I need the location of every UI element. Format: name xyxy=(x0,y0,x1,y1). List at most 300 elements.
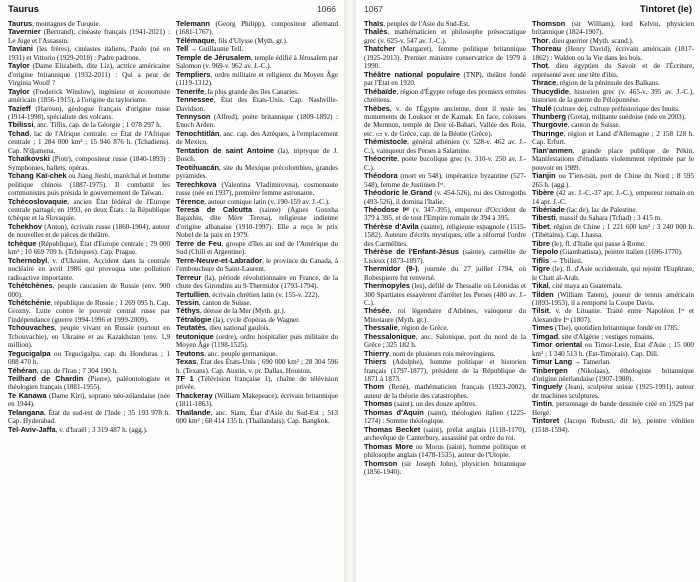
right-running-headword: Tintoret (le) xyxy=(639,4,692,15)
dictionary-entry xyxy=(364,265,526,282)
entry-definition: ou T'ien-tsin, port de Chine du Nord ; 8 595 265 h. (agg.). xyxy=(532,172,694,189)
entry-definition: , le province du Canada, à l'embouchure du Saint-Laurent. xyxy=(176,256,338,274)
entry-headword: Tenochtitlán xyxy=(176,128,220,138)
dictionary-entry xyxy=(532,88,694,105)
dictionary-entry xyxy=(8,223,170,240)
entry-headword: Thackeray xyxy=(176,390,213,400)
entry-definition: , cap. de l'Iran ; 7 304 190 h. xyxy=(36,366,118,375)
entry-headword: Tibère xyxy=(532,188,555,198)
entry-headword: Teilhard de Chardin xyxy=(8,374,84,384)
entry-definition: (la), triptyque de J. Bosch. xyxy=(176,146,338,164)
entry-definition: (saint), prélat anglais (1118-1170), archevêque de Canterbury, assassiné par ordre du roi. xyxy=(364,425,526,443)
entry-headword: Temple de Jérusalem xyxy=(176,52,251,62)
entry-headword: Tegucigalpa xyxy=(8,348,51,358)
entry-definition: (la), période révolutionnaire en France, de la chute des Girondins au 9-Thermidor (1793-1794). xyxy=(176,273,338,291)
entry-headword: Tessin xyxy=(176,297,199,307)
entry-headword: Thessalonique xyxy=(364,331,416,341)
dictionary-entry xyxy=(8,257,170,282)
entry-headword: Thuringe xyxy=(532,128,564,138)
entry-headword: tchèque xyxy=(8,238,37,248)
dictionary-entry xyxy=(8,299,170,324)
dictionary-entry xyxy=(364,45,526,70)
dictionary-entry xyxy=(8,88,170,105)
entry-headword: Te Kanawa xyxy=(8,390,47,400)
dictionary-entry xyxy=(532,417,694,434)
entry-headword: Thulé xyxy=(532,103,552,113)
entry-headword: Téthys xyxy=(176,306,200,316)
dictionary-entry xyxy=(176,96,338,113)
entry-headword: Théodoric le Grand xyxy=(364,188,433,198)
entry-definition: (Adolphe), homme politique et historien français (1797-1877), président de la République de 1871 à 1873. xyxy=(364,358,526,384)
entry-headword: Templiers xyxy=(176,69,211,79)
entry-definition: (Piotr), compositeur russe (1840-1893) : Symphonies, ballets, opéras. xyxy=(8,155,170,172)
dictionary-entry xyxy=(364,88,526,105)
entry-definition: (ordre), ordre hospitalier puis militaire du Moyen Âge (1198-1525). xyxy=(176,332,338,350)
entry-definition: , État des États-Unis. Cap. Nashville-Davidson. xyxy=(176,96,338,113)
entry-headword: Terre de Feu xyxy=(176,238,222,248)
entry-definition: (sainte), religieuse espagnole (1515-1582). Auteure d'écrits mystiques, elle a réformé l'ordre des Carmélites. xyxy=(364,222,526,248)
dictionary-entry xyxy=(364,307,526,324)
entry-headword: Tinguely xyxy=(532,382,563,392)
entry-headword: Teutons xyxy=(176,348,205,358)
dictionary-entry xyxy=(176,206,338,240)
left-page-header xyxy=(8,4,336,18)
left-column-2 xyxy=(176,20,338,582)
dictionary-entry xyxy=(364,248,526,265)
entry-headword: Tentation de saint Antoine xyxy=(176,145,275,155)
entry-definition: (le), fl. d'Asie occidentale, qui rejoint l'Euphrate, le Chatt al-Arab. xyxy=(532,265,694,282)
dictionary-entry xyxy=(532,257,694,265)
entry-definition: , historien grec (v. 465-v. 395 av. J.-C.), historien de la guerre du Péloponnèse. xyxy=(532,87,694,105)
dictionary-entry xyxy=(364,358,526,383)
entry-headword: Tibre xyxy=(532,238,550,248)
right-page-columns xyxy=(364,20,694,582)
entry-headword: Tilsit xyxy=(532,306,550,316)
entry-headword: Tibet xyxy=(532,221,550,231)
entry-headword: Thémistocle xyxy=(364,137,408,147)
entry-definition: → Tamerlan. xyxy=(572,358,612,367)
right-column-1 xyxy=(364,20,526,582)
right-page-number: 1067 xyxy=(364,4,383,14)
entry-definition: , peuple caucasien de Russie (env. 900 000). xyxy=(8,282,170,299)
entry-definition: , écrivain chrétien latin (v. 155-v. 222). xyxy=(208,290,320,299)
dictionary-entry xyxy=(364,350,526,358)
dictionary-entry xyxy=(532,383,694,400)
entry-headword: Telangana xyxy=(8,407,45,417)
entry-definition: , roi légendaire d'Athènes, vainqueur du Minotaure (Myth. gr.). xyxy=(364,307,526,324)
entry-definition: (Nikolaas), éthologiste britannique d'origine néerlandaise (1907-1988). xyxy=(532,366,694,384)
entry-headword: Thurgovie xyxy=(532,120,568,130)
entry-definition: , ordre militaire et religieux du Moyen Âge (1119-1312). xyxy=(176,70,338,88)
entry-definition: , cité maya au Guatemala. xyxy=(548,282,623,291)
right-page xyxy=(356,0,700,582)
dictionary-entry xyxy=(532,291,694,308)
entry-headword: Thaïs xyxy=(364,20,384,28)
entry-headword: Tibériade xyxy=(532,204,565,214)
entry-headword: Telemann xyxy=(176,20,210,28)
entry-definition: , région d'Égypte refuge des premiers ermites chrétiens. xyxy=(364,87,526,105)
dictionary-entry xyxy=(8,426,170,434)
entry-definition: (William Makepeace), écrivain britannique (1811-1863). xyxy=(176,391,338,409)
dictionary-entry xyxy=(532,214,694,222)
entry-definition: (v. 454-526), roi des Ostrogoths (493-526), il domina l'Italie. xyxy=(364,189,526,206)
entry-headword: Tchad xyxy=(8,128,30,138)
entry-definition: → Guillaume Tell. xyxy=(188,45,244,54)
dictionary-entry xyxy=(532,248,694,256)
entry-headword: Terre-Neuve-et-Labrador xyxy=(176,255,263,265)
entry-headword: Théocrite xyxy=(364,154,398,164)
entry-headword: Thom xyxy=(364,382,385,392)
entry-headword: Timur Lang xyxy=(532,357,573,367)
entry-headword: Tertullien xyxy=(176,289,209,299)
entry-headword: Tenerife xyxy=(176,86,205,96)
dictionary-entry xyxy=(364,383,526,400)
dictionary-entry xyxy=(364,138,526,155)
entry-headword: Tianjin xyxy=(532,171,556,181)
dictionary-entry xyxy=(364,155,526,172)
dictionary-entry xyxy=(532,130,694,147)
entry-definition: , site du Mexique précolombien, grandes pyramides. xyxy=(176,163,338,181)
dictionary-entry xyxy=(364,426,526,443)
entry-definition: , montagnes de Turquie. xyxy=(32,20,101,28)
dictionary-entry xyxy=(176,409,338,426)
entry-headword: Thiers xyxy=(364,357,387,367)
entry-definition: (Giambattista), peintre italien (1696-1770). xyxy=(558,248,683,257)
dictionary-entry xyxy=(364,460,526,477)
entry-definition: , peuples de l'Asie du Sud-Est. xyxy=(383,20,470,28)
entry-headword: Tintin xyxy=(532,399,552,409)
entry-headword: Thalès xyxy=(364,27,388,37)
entry-definition: , anc. Salonique, port du nord de la Grèce ; 325 182 h. xyxy=(364,332,526,350)
entry-headword: Teotihuacán xyxy=(176,162,219,172)
entry-definition: , v. d'Israël ; 3 319 487 h. (agg.). xyxy=(55,425,148,434)
entry-headword: Thucydide xyxy=(532,86,569,96)
dictionary-entry xyxy=(532,20,694,37)
entry-headword: Théâtre national populaire xyxy=(364,69,460,79)
entry-headword: Téhéran xyxy=(8,365,37,375)
dictionary-entry xyxy=(176,392,338,409)
dictionary-entry xyxy=(8,198,170,223)
entry-definition: (saint), un des douze apôtres. xyxy=(392,400,477,409)
dictionary-entry xyxy=(8,105,170,122)
entry-definition: , dieu égyptien du Savoir et de l'Écriture, représenté avec une tête d'ibis. xyxy=(532,62,694,79)
entry-headword: Taylor xyxy=(8,86,30,96)
entry-headword: Thésée xyxy=(364,306,390,316)
dictionary-entry xyxy=(532,189,694,206)
entry-headword: Thomson xyxy=(532,20,566,28)
entry-headword: Taylor xyxy=(8,61,30,71)
entry-definition: (mort en 548), impératrice byzantine (527-548), femme de Justinien Iᵉʳ. xyxy=(364,172,526,189)
dictionary-entry xyxy=(532,147,694,172)
entry-definition: , massif du Sahara (Tchad) ; 3 415 m. xyxy=(555,214,662,223)
entry-definition: (Anton), écrivain russe (1860-1904), auteur de nouvelles et de pièces de théâtre. xyxy=(8,222,170,240)
entry-headword: Thatcher xyxy=(364,44,396,54)
entry-definition: (Télévision française 1), chaîne de télévision privée. xyxy=(176,375,338,392)
entry-definition: (Alfred), poète britannique (1809-1892) : Enoch Arden. xyxy=(176,112,338,130)
dictionary-entry xyxy=(176,164,338,181)
dictionary-entry xyxy=(532,307,694,324)
left-page-columns xyxy=(8,20,338,582)
entry-definition: , la plus grande des îles Canaries. xyxy=(204,87,299,96)
entry-headword: Théodora xyxy=(364,171,398,181)
entry-definition: , canton de Suisse. xyxy=(198,298,252,307)
entry-definition: (Margaret), femme politique britannique (1925-2013). Premier ministre conservatrice de 1979 à 1990. xyxy=(364,45,526,71)
entry-definition: , poète bucolique grec (v. 310-v. 250 av. J.-C.). xyxy=(364,155,526,172)
dictionary-entry xyxy=(8,121,170,129)
entry-headword: Tennessee xyxy=(176,95,214,105)
dictionary-entry xyxy=(8,172,170,197)
dictionary-entry xyxy=(8,409,170,426)
dictionary-entry xyxy=(176,20,338,37)
entry-definition: , v. de Lituanie. Traité entre Napoléon Iᵉʳ et Alexandre Iᵉʳ (1807). xyxy=(532,307,694,324)
entry-headword: Tilden xyxy=(532,289,554,299)
entry-headword: Tel-Aviv-Jaffa xyxy=(8,424,56,434)
entry-headword: Thérèse d'Avila xyxy=(364,221,419,231)
entry-definition: ou Timor-Leste, État d'Asie ; 15 000 km² ; 1 340 513 h. (Est-Timorais). Cap. Dili. xyxy=(532,341,694,358)
left-page xyxy=(0,0,344,582)
entry-headword: Tchétchènes xyxy=(8,281,53,291)
book-gutter xyxy=(344,0,356,582)
entry-definition: (sainte) (Agnes Gonxha Bajaxhiu, dite Mère Teresa), religieuse indienne d'origine albanaise (1910-1997). Elle a reçu le prix Nobel de la paix en 1979. xyxy=(176,205,338,240)
entry-headword: Tchekhov xyxy=(8,221,42,231)
entry-headword: Tikal xyxy=(532,281,549,291)
entry-definition: ou Morus (saint), homme politique et philosophe anglais (1478-1535), auteur de l'Utopie. xyxy=(364,442,526,460)
entry-definition: , v. de l'Égypte ancienne, dont il reste les monuments de Louksor et de Karnak. En face, colosses de Memnon, temple de Deir el-Bahari, Vallée des Rois, etc. ▭ v. de Grèce, cap. de la Béotie (Grèce). xyxy=(364,104,526,138)
entry-definition: , région de Grèce. xyxy=(397,324,449,333)
entry-headword: Teutatès xyxy=(176,323,206,333)
entry-headword: teutonique xyxy=(176,331,214,341)
entry-definition: (v. 347-395), empereur d'Occident de 379 à 395, et de tout l'Empire romain de 394 à 395. xyxy=(364,205,526,223)
dictionary-entry xyxy=(364,105,526,139)
entry-headword: Tavernier xyxy=(8,27,41,37)
entry-definition: , groupe d'îles au sud de l'Amérique du Sud (Chili et Argentine). xyxy=(176,239,338,257)
dictionary-entry xyxy=(176,375,338,392)
entry-definition: , grande place publique de Pékin. Manifestations d'étudiants violemment réprimée par le pouvoir en 1989. xyxy=(532,146,694,172)
entry-definition: (42 av. J.-C.-37 apr. J.-C.), empereur romain en 14 apr. J.-C. xyxy=(532,189,694,206)
entry-definition: , auteur comique latin (v. 190-159 av. J.-C.). xyxy=(204,197,330,206)
entry-headword: Timgad xyxy=(532,331,559,341)
entry-definition: (Greta), militante suédoise (née en 2003). xyxy=(566,112,686,121)
entry-definition: (saint), théologien italien (1225-1274) : Somme théologique. xyxy=(364,408,526,426)
entry-definition: (la), cycle d'opéras de Wagner. xyxy=(211,315,300,324)
entry-headword: Tian'anmen xyxy=(532,145,573,155)
dictionary-entry xyxy=(8,28,170,45)
dictionary-entry xyxy=(176,274,338,291)
entry-definition: ou Tegucigalpa, cap. du Honduras ; 1 088 470 h. xyxy=(8,349,170,367)
left-page-number: 1066 xyxy=(317,4,336,14)
entry-definition: , fils d'Ulysse (Myth. gr.). xyxy=(214,36,288,45)
entry-headword: Tiflis xyxy=(532,255,550,265)
entry-headword: Tell xyxy=(176,44,189,54)
dictionary-entry xyxy=(176,71,338,88)
entry-definition: , v. d'Ukraine. Accident dans la centrale nucléaire en avril 1986 qui provoqua une pollution radioactive importante. xyxy=(8,256,170,282)
entry-definition: , canton de Suisse. xyxy=(567,121,621,130)
entry-definition: (Dame Kiri), soprano néo-zélandaise (née en 1944). xyxy=(8,391,170,409)
entry-definition: , région de Chine ; 1 221 600 km² ; 3 240 000 h. (Tibétains). Cap. Lhassa. xyxy=(532,222,694,240)
entry-headword: Tazieff xyxy=(8,103,31,113)
dictionary-entry xyxy=(176,54,338,71)
entry-definition: (Jacopo Robusti, dit le), peintre vénitien (1518-1594). xyxy=(532,417,694,434)
entry-headword: Tintoret xyxy=(532,416,560,426)
left-running-headword: Taurus xyxy=(8,4,39,15)
entry-headword: Thomas More xyxy=(364,441,413,451)
entry-definition: (William Tatem), joueur de tennis américain (1893-1953), il a remporté la Coupe Davis. xyxy=(532,290,694,307)
entry-definition: , État du sud-est de l'Inde ; 35 193 978 h. Cap. Hyderabad. xyxy=(8,408,170,426)
dictionary-entry xyxy=(176,147,338,164)
entry-definition: (Pierre), paléontologiste et théologien français (1881-1955). xyxy=(8,375,170,392)
entry-headword: Tétralogie xyxy=(176,314,212,324)
entry-definition: , république de Russie ; 1 269 095 h. Cap. Grozny. Lutte contre le pouvoir central russe par l'indépendance (guerre 1994-1996 et 1999-2009). xyxy=(8,298,170,324)
entry-definition: (Frederick Winslow), ingénieur et économiste américain (1856-1915), à l'origine du taylorisme. xyxy=(8,87,170,105)
entry-definition: , peuple vivant en Russie (surtout en Tchouvachie), en Ukraine et au Kazakhstan (env. 1,9 million). xyxy=(8,324,170,350)
dictionary-entry xyxy=(176,358,338,375)
entry-headword: Thomas xyxy=(364,399,393,409)
entry-headword: Tchernobyl xyxy=(8,255,48,265)
entry-definition: (Henry David), écrivain américain (1817-1862) : Walden ou la Vie dans les bois. xyxy=(532,45,694,62)
entry-definition: , personnage de bande dessinée créé en 1929 par Hergé. xyxy=(532,400,694,417)
right-column-2 xyxy=(532,20,694,582)
entry-headword: Tchang Kaï-chek xyxy=(8,171,67,181)
entry-definition: (Bertrand), cinéaste français (1941-2021) : Le Juge et l'Assassin. xyxy=(8,28,170,45)
dictionary-entry xyxy=(364,189,526,206)
entry-definition: , région et Land d'Allemagne ; 2 158 128 h. Cap. Erfurt. xyxy=(532,129,694,147)
dictionary-entry xyxy=(364,206,526,223)
dictionary-entry xyxy=(532,400,694,417)
left-column-1 xyxy=(8,20,170,582)
entry-definition: , lac de l'Afrique centrale. ▭ État de l'Afrique centrale ; 1 284 000 km² ; 15 946 876 h. (Tchadiens). Cap. N'djamena. xyxy=(8,129,170,155)
dictionary-entry xyxy=(532,282,694,290)
entry-headword: Thébaïde xyxy=(364,86,397,96)
entry-definition: , temple édifié à Jérusalem par Salomon (v. 969-v. 962 av. J.-C.). xyxy=(176,53,338,71)
entry-definition: , anc. Tiflis, cap. de la Géorgie ; 1 078 297 h. xyxy=(33,121,162,130)
dictionary-entry xyxy=(532,62,694,79)
entry-headword: Thessalie xyxy=(364,323,398,333)
entry-headword: Thérèse de l'Enfant-Jésus xyxy=(364,247,459,257)
entry-definition: (culture de), culture préhistorique des Inuits. xyxy=(551,104,680,113)
dictionary-entry xyxy=(8,324,170,349)
entry-headword: Thoreau xyxy=(532,44,562,54)
entry-definition: (République), État d'Europe centrale ; 79 000 km² ; 10 669 709 h. (Tchèques). Cap. Prague. xyxy=(8,239,170,257)
entry-definition: ou Jiang Jieshi, maréchal et homme politique chinois (1887-1975). Il combattit les communistes puis présida le gouvernement de Taïwan. xyxy=(8,172,170,198)
entry-headword: Thèbes xyxy=(364,103,390,113)
entry-definition: , site d'Algérie ; vestiges romains. xyxy=(558,332,655,341)
entry-headword: Teresa de Calcutta xyxy=(176,204,253,214)
entry-headword: Thunberg xyxy=(532,111,567,121)
entry-definition: , anc. Siam, État d'Asie du Sud-Est ; 513 000 km² ; 68 414 135 h. (Thaïlandais). Cap. Bangkok. xyxy=(176,408,338,426)
entry-headword: Tchouvaches xyxy=(8,323,55,333)
dictionary-entry xyxy=(364,443,526,460)
entry-headword: Terreur xyxy=(176,272,202,282)
entry-definition: , État des États-Unis ; 690 000 km² ; 28 304 596 h. (Texans). Cap. Austin, v. pr. Dallas, Houston. xyxy=(176,358,338,375)
entry-headword: Thermidor (9-) xyxy=(364,264,418,274)
right-page-header xyxy=(364,4,692,18)
dictionary-entry xyxy=(532,45,694,62)
entry-definition: (Haroun), géologue français d'origine russe (1914-1998), spécialiste des volcans. xyxy=(8,104,170,121)
entry-headword: Thierry xyxy=(364,348,390,358)
dictionary-entry xyxy=(364,333,526,350)
dictionary-entry xyxy=(8,240,170,257)
entry-headword: Thomas Becket xyxy=(364,424,421,434)
entry-headword: Tibesti xyxy=(532,213,556,223)
dictionary-entry xyxy=(8,62,170,87)
entry-headword: Théodose Iᵉʳ xyxy=(364,204,410,214)
dictionary-entry xyxy=(176,181,338,198)
entry-headword: Texas xyxy=(176,357,197,367)
entry-definition: , anc. peuple germanique. xyxy=(204,349,278,358)
entry-definition: (Georg Philipp), compositeur allemand (1681-1767). xyxy=(176,20,338,37)
entry-definition: → Tbilissi. xyxy=(549,256,583,265)
entry-definition: , dieu guerrier (Myth. scand.). xyxy=(548,36,634,45)
entry-definition: (René), mathématicien français (1923-2002), auteur de la théorie des catastrophes. xyxy=(364,383,526,400)
entry-definition: , déesse de la Mer (Myth. gr.). xyxy=(199,307,286,316)
entry-headword: Timor oriental xyxy=(532,340,583,350)
entry-headword: Thomas d'Aquin xyxy=(364,407,424,417)
entry-headword: Terechkova xyxy=(176,179,217,189)
entry-headword: Times xyxy=(532,323,554,333)
entry-definition: (sainte), carmélite de Lisieux (1873-1897). xyxy=(364,248,526,265)
entry-definition: (Jean), sculpteur suisse (1925-1991), auteur de machines sculptures. xyxy=(532,383,694,400)
entry-headword: Thot xyxy=(532,61,549,71)
dictionary-entry xyxy=(176,130,338,147)
dictionary-entry xyxy=(176,257,338,274)
entry-definition: (sir Joseph John), physicien britannique (1856-1940). xyxy=(364,459,526,477)
entry-definition: , nom de plusieurs rois mérovingiens. xyxy=(389,349,496,358)
dictionary-entry xyxy=(532,367,694,384)
entry-headword: Télémaque xyxy=(176,35,215,45)
dictionary-entry xyxy=(364,282,526,307)
entry-definition: (le), fl. d'Italie qui passe à Rome. xyxy=(549,239,646,248)
dictionary-entry xyxy=(176,350,338,358)
entry-headword: Térence xyxy=(176,196,205,206)
dictionary-entry xyxy=(176,291,338,299)
dictionary-entry xyxy=(364,172,526,189)
dictionary-entry xyxy=(532,265,694,282)
dictionary-entry xyxy=(364,28,526,45)
dictionary-entry xyxy=(532,341,694,358)
entry-definition: (The), quotidien britannique fondé en 1785. xyxy=(553,324,680,333)
dictionary-entry xyxy=(8,130,170,155)
entry-headword: Thermopyles xyxy=(364,281,411,291)
dictionary-entry xyxy=(364,223,526,248)
entry-definition: (Valentina Vladimirovna), cosmonaute russe (née en 1937), première femme astronaute. xyxy=(176,180,338,198)
dictionary-entry xyxy=(8,350,170,367)
entry-headword: Tbilissi xyxy=(8,120,34,130)
entry-headword: TF 1 xyxy=(176,374,194,384)
dictionary-entry xyxy=(176,333,338,350)
dictionary-entry xyxy=(532,172,694,189)
entry-headword: Thrace xyxy=(532,78,557,88)
entry-headword: Taviani xyxy=(8,44,33,54)
dictionary-entry xyxy=(8,45,170,62)
entry-headword: Tennyson xyxy=(176,111,211,121)
dictionary-entry xyxy=(364,409,526,426)
entry-definition: (Dame Elizabeth, dite Liz), actrice américaine d'origine britannique (1932-2011) : Qui a peur de Virginia Woolf ? xyxy=(8,62,170,88)
entry-headword: Tchécoslovaquie xyxy=(8,196,68,206)
entry-definition: , journée du 27 juillet 1794, où Robespierre fut renversé. xyxy=(364,265,526,282)
entry-headword: Tchaïkovski xyxy=(8,154,50,164)
dictionary-entry xyxy=(8,392,170,409)
entry-definition: (lac de), lac de Palestine. xyxy=(564,205,638,214)
dictionary-entry xyxy=(8,282,170,299)
entry-headword: Thor xyxy=(532,35,549,45)
entry-definition: , dieu national gaulois. xyxy=(205,324,271,333)
entry-definition: , général athénien (v. 528-v. 462 av. J.-C.), vainqueur des Perses à Salamine. xyxy=(364,138,526,155)
entry-definition: , région de la péninsule des Balkans. xyxy=(556,79,660,88)
entry-headword: Thaïlande xyxy=(176,407,211,417)
entry-headword: Tiepolo xyxy=(532,247,559,257)
entry-definition: , ancien État fédéral de l'Europe centrale partagé, en 1993, en deux États : la République tchèque et la Slovaquie. xyxy=(8,197,170,223)
entry-definition: , mathématicien et philosophe présocratique grec (v. 625-v. 547 av. J.-C.). xyxy=(364,28,526,45)
